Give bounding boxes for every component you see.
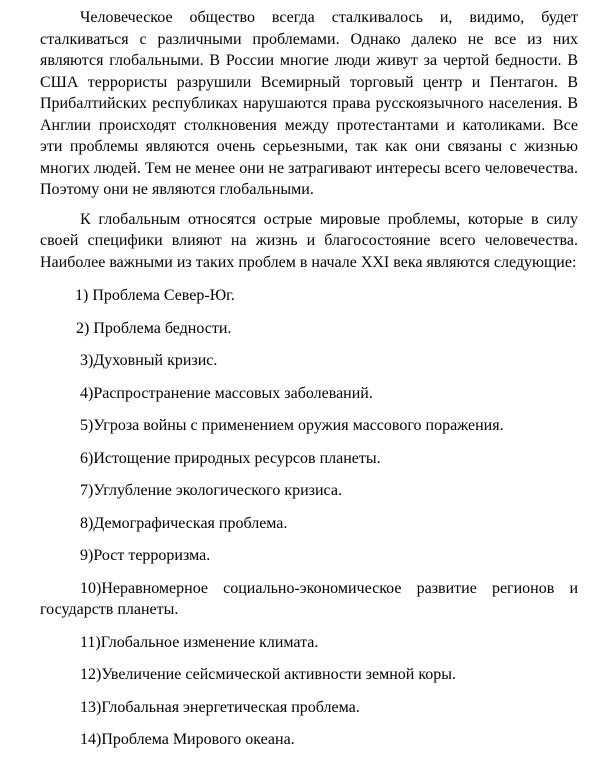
list-item: 13)Глобальная энергетическая проблема. [80,698,360,716]
list-item: 1) Проблема Север-Юг. [75,287,235,304]
list-item: 9)Рост терроризма. [80,547,211,564]
list-item: 4)Распространение массовых заболеваний. [80,384,373,402]
list-item: 7)Углубление экологического кризиса. [80,482,342,499]
paragraph-intro: Человеческое общество всегда сталкивалось и, видимо, будет сталкиваться с различными проблемами. Однако далеко не все из них являются глобальными. В России многие люди живут за чертой бедности. В США террористы разрушили Всемирный торговый центр и Пентагон. В Прибалтийских республиках нарушаются права русскоязычного населения. В Англии происходят столкновения между протестантами и католиками. Все эти проблемы являются очень серьезными, так как они связаны с жизнью многих людей. Тем не менее они не затрагивают интересы всего человечества. Поэтому они не являются глобальными. [40,9,578,198]
list-item: 6)Истощение природных ресурсов планеты. [80,449,381,467]
list-item: 3)Духовный кризис. [80,352,218,369]
problem-list [40,285,578,751]
list-item: 12)Увеличение сейсмической активности земной коры. [80,666,457,683]
document-body [40,7,578,762]
paragraph-global-problems: К глобальным относятся острые мировые проблемы, которые в силу своей специфики влияют на жизнь и благосостояние всего человечества. Наиболее важными из таких проблем в начале XXI века являются следующие: [40,210,578,271]
list-item: 14)Проблема Мирового океана. [80,731,295,748]
list-item: 5)Угроза войны с применением оружия массового поражения. [80,417,504,434]
list-item: 2) Проблема бедности. [76,319,232,337]
list-item: 10)Неравномерное социально-экономическое развитие регионов и государств планеты. [40,579,578,618]
list-item: 8)Демографическая проблема. [80,514,288,532]
list-item: 11)Глобальное изменение климата. [80,633,319,651]
